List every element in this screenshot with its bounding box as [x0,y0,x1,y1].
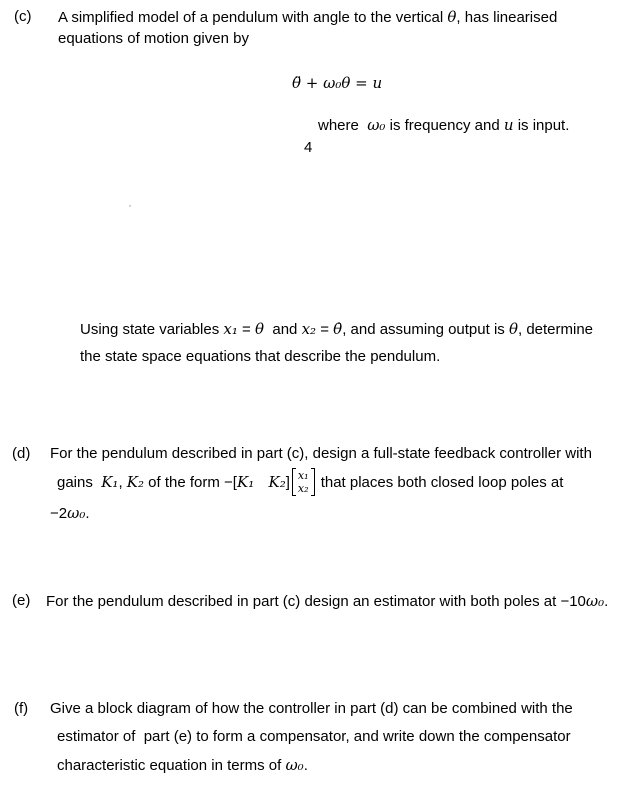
stray-mark: · [128,198,132,212]
part-e-line-1: For the pendulum described in part (c) design an estimator with both poles at −10ω₀. [46,592,609,610]
equation-where-clause: where ω₀ is frequency and u is input. [318,116,570,134]
part-f-label: (f) [14,700,29,717]
state-vector [292,468,315,496]
part-d-line-2 [57,464,563,500]
part-c-paragraph2-line-2: the state space equations that describe the pendulum. [80,348,441,365]
vector-entry-x2: x₂ [297,482,309,495]
part-c-label: (c) [14,8,32,25]
part-f-line-3: characteristic equation in terms of ω₀. [57,756,308,774]
part-d-label: (d) [12,445,31,462]
part-c-paragraph2-line-1: Using state variables x₁ = θ and x₂ = θ̇, and assuming output is θ, determine [80,320,594,338]
part-f-line-1: Give a block diagram of how the controller in part (d) can be combined with the [50,700,573,717]
part-c-line-1: A simplified model of a pendulum with angle to the vertical θ, has linearised [58,8,558,26]
part-d-line-2-pre: gains K₁, K₂ of the form −[K₁ K₂] [57,473,290,491]
part-d-line-3: −2ω₀. [50,504,90,522]
vector-entry-x1: x₁ [297,469,309,482]
part-d-line-1: For the pendulum described in part (c), design a full-state feedback controller with [50,445,592,462]
part-f-line-2: estimator of part (e) to form a compensator, and write down the compensator [57,728,571,745]
part-c-line-2: equations of motion given by [58,30,249,47]
equation-of-motion: θ̈ + ω₀θ = u [292,74,383,92]
part-d-line-2-post: that places both closed loop poles at [316,473,564,491]
part-e-label: (e) [12,592,31,609]
marks-allocation: 4 [304,139,313,156]
vector-entries [296,468,311,496]
vector-bracket-right-icon [311,468,315,496]
